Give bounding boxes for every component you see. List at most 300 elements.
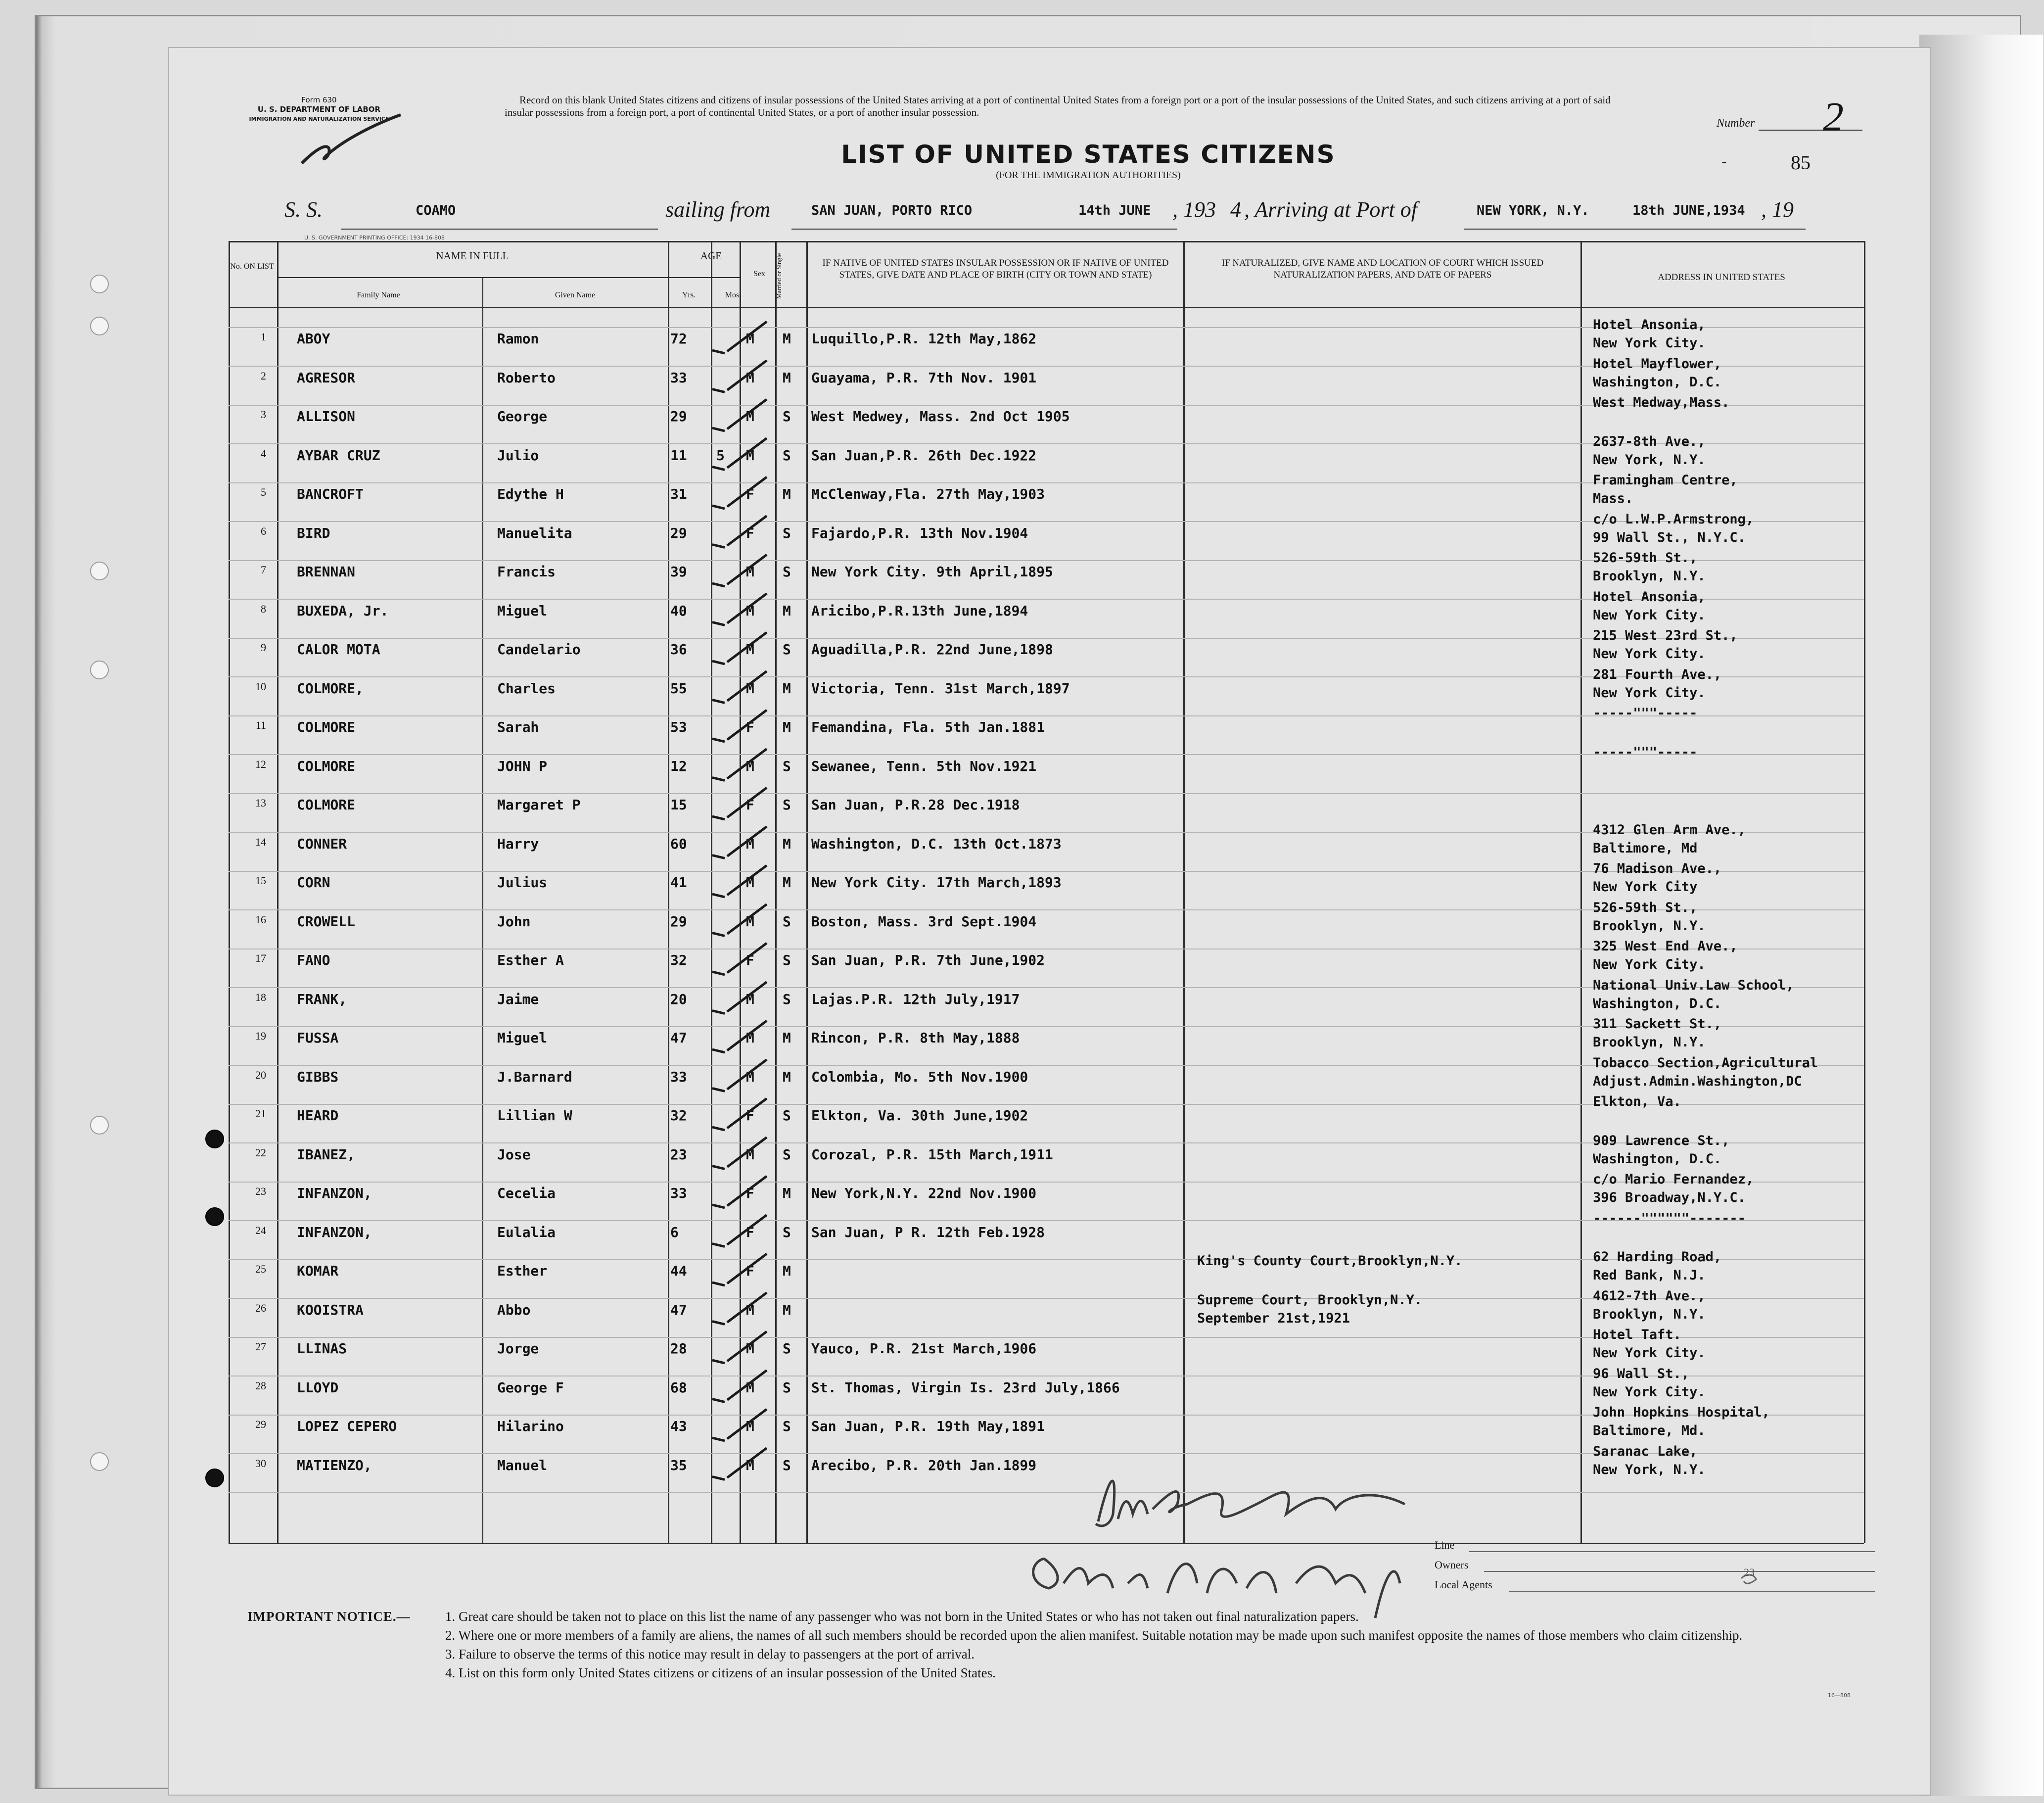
marital-status: M [783,835,791,852]
tally-checkmark [712,1060,767,1091]
us-address: 396 Broadway,N.Y.C. [1593,1190,1746,1205]
given-name: Francis [497,564,556,580]
tally-checkmark [712,361,767,392]
family-name: COLMORE [297,797,356,813]
age-years: 29 [670,524,687,541]
given-name: Julius [497,874,548,891]
family-name: ALLISON [297,408,356,425]
family-name: AYBAR CRUZ [297,447,380,464]
owners-mark: 23 [1744,1566,1755,1578]
given-name: Esther A [497,952,564,968]
us-address: New York City. [1593,335,1706,351]
us-address: -----"""----- [1593,706,1698,721]
age-years: 11 [670,447,687,464]
birth-place-date: Boston, Mass. 3rd Sept.1904 [811,913,1037,930]
marital-status: M [783,1068,791,1085]
given-name: Jaime [497,991,539,1007]
sex: F [746,1224,754,1240]
family-name: ABOY [297,331,330,347]
age-months: 5 [716,447,725,464]
header-address: ADDRESS IN UNITED STATES [1658,272,1785,283]
marital-status: S [783,1224,791,1240]
given-name: Harry [497,835,539,852]
given-name: Ramon [497,331,539,347]
family-name: KOOISTRA [297,1301,364,1318]
marital-status: S [783,1107,791,1124]
family-name: LLOYD [297,1379,339,1396]
marital-status: M [783,719,791,735]
age-years: 33 [670,1185,687,1201]
us-address: 325 West End Ave., [1593,939,1738,954]
line-label: Line [1435,1539,1455,1551]
tally-checkmark [712,788,767,819]
row-number: 1 [261,331,266,343]
row-number: 11 [255,719,266,731]
marital-status: S [783,1418,791,1434]
birth-place-date: Arecibo, P.R. 20th Jan.1899 [811,1457,1037,1473]
port-to: NEW YORK, N.Y. [1477,203,1589,218]
sex: M [746,874,754,891]
birth-place-date: Lajas.P.R. 12th July,1917 [811,991,1020,1007]
us-address: National Univ.Law School, [1593,977,1794,993]
marital-status: M [783,602,791,619]
age-years: 32 [670,952,687,968]
tally-checkmark [712,1215,767,1247]
sex: M [746,641,754,658]
sex: F [746,719,754,735]
age-years: 44 [670,1263,687,1279]
tally-checkmark [712,1371,767,1402]
birth-place-date: Guayama, P.R. 7th Nov. 1901 [811,369,1037,386]
us-address: ------""""""------- [1593,1210,1746,1226]
sex: M [746,1457,754,1473]
birth-place-date: New York City. 9th April,1895 [811,564,1053,580]
given-name: Candelario [497,641,581,658]
us-address: Washington, D.C. [1593,1151,1722,1167]
tally-checkmark [712,399,767,431]
given-name: Cecelia [497,1185,556,1201]
header-no-on-list: No. ON LIST [230,262,274,271]
birth-place-date: McClenway,Fla. 27th May,1903 [811,486,1045,502]
us-address: 526-59th St., [1593,550,1698,566]
us-address: Baltimore, Md [1593,840,1698,856]
tally-checkmark [712,1293,767,1325]
birth-place-date: San Juan,P.R. 26th Dec.1922 [811,447,1037,464]
family-name: INFANZON, [297,1185,372,1201]
given-name: Julio [497,447,539,464]
row-number: 9 [261,641,266,654]
row-number: 25 [255,1263,266,1275]
header-naturalized: IF NATURALIZED, GIVE NAME AND LOCATION OF COURT WHICH ISSUED NATURALIZATION PAPERS, AND DATE OF PAPERS [1221,258,1544,280]
birth-place-date: Corozal, P.R. 15th March,1911 [811,1146,1053,1163]
row-number: 29 [255,1418,266,1430]
birth-place-date: Yauco, P.R. 21st March,1906 [811,1340,1037,1357]
row-number: 2 [261,369,266,382]
us-address: 62 Harding Road, [1593,1249,1722,1265]
tally-checkmark [712,322,767,353]
notice-lead: IMPORTANT NOTICE.— [247,1609,411,1624]
family-name: HEARD [297,1107,339,1124]
family-name: BIRD [297,524,330,541]
us-address: Saranac Lake, [1593,1443,1698,1459]
us-address: 4312 Glen Arm Ave., [1593,822,1746,838]
us-address: c/o L.W.P.Armstrong, [1593,511,1754,527]
us-address: Hotel Ansonia, [1593,589,1706,605]
row-number: 10 [255,680,266,693]
family-name: LOPEZ CEPERO [297,1418,397,1434]
given-name: JOHN P [497,758,548,774]
birth-place-date: Colombia, Mo. 5th Nov.1900 [811,1068,1028,1085]
marital-status: M [783,369,791,386]
us-address: New York City. [1593,685,1706,701]
marital-status: S [783,991,791,1007]
row-number: 18 [255,991,266,1003]
marital-status: S [783,758,791,774]
marital-status: M [783,874,791,891]
family-name: IBANEZ, [297,1146,356,1163]
sex: M [746,1340,754,1357]
given-name: Charles [497,680,556,697]
marital-status: M [783,331,791,347]
us-address: Mass. [1593,491,1633,506]
family-name: COLMORE, [297,680,364,697]
us-address: John Hopkins Hospital, [1593,1405,1770,1420]
birth-place-date: San Juan, P.R. 7th June,1902 [811,952,1045,968]
owners-underline [1484,1571,1875,1572]
header-yrs: Yrs. [682,291,696,299]
row-number: 12 [255,758,266,770]
family-name: FRANK, [297,991,347,1007]
family-name: FUSSA [297,1030,339,1046]
tally-checkmark [712,516,767,548]
us-address: 281 Fourth Ave., [1593,666,1722,682]
family-name: GIBBS [297,1068,339,1085]
birth-place-date: Fajardo,P.R. 13th Nov.1904 [811,524,1028,541]
age-years: 28 [670,1340,687,1357]
birth-place-date: Femandina, Fla. 5th Jan.1881 [811,719,1045,735]
given-name: George [497,408,548,425]
sex: M [746,408,754,425]
service-name: IMMIGRATION AND NATURALIZATION SERVICE [249,116,389,122]
row-number: 22 [255,1146,266,1159]
row-number: 20 [255,1068,266,1081]
page-number: 85 [1791,151,1811,174]
given-name: Edythe H [497,486,564,502]
us-address: 96 Wall St., [1593,1366,1690,1381]
sex: F [746,797,754,813]
us-address: 311 Sackett St., [1593,1016,1722,1032]
us-address: Washington, D.C. [1593,374,1722,390]
row-number: 30 [255,1457,266,1470]
page-subtitle: (FOR THE IMMIGRATION AUTHORITIES) [996,170,1181,181]
age-years: 12 [670,758,687,774]
family-name: KOMAR [297,1263,339,1279]
naturalization-court: King's County Court,Brooklyn,N.Y. [1197,1253,1463,1269]
row-number: 24 [255,1224,266,1236]
row-number: 28 [255,1379,266,1392]
marital-status: M [783,680,791,697]
form-number: Form 630 [301,95,337,104]
row-number: 8 [261,602,266,615]
sex: F [746,952,754,968]
sex: F [746,486,754,502]
sex: M [746,369,754,386]
row-number: 4 [261,447,266,460]
marital-status: M [783,1263,791,1279]
marital-status: S [783,641,791,658]
row-number: 27 [255,1340,266,1353]
date-from: 14th JUNE [1078,203,1151,218]
given-name: Hilarino [497,1418,564,1434]
header-age: AGE [700,250,722,262]
tally-checkmark [712,477,767,509]
family-name: CORN [297,874,330,891]
us-address: New York, N.Y. [1593,452,1706,468]
sex: M [746,835,754,852]
given-name: Miguel [497,602,548,619]
marital-status: M [783,1185,791,1201]
us-address: Hotel Ansonia, [1593,317,1706,332]
family-name: LLINAS [297,1340,347,1357]
sex: M [746,1379,754,1396]
sex: F [746,1263,754,1279]
us-address: New York City. [1593,646,1706,662]
sex: M [746,1301,754,1318]
family-name: BRENNAN [297,564,356,580]
marital-status: S [783,1457,791,1473]
port-from: SAN JUAN, PORTO RICO [811,203,973,218]
handwritten-checkmark [302,115,401,163]
birth-place-date: San Juan, P.R.28 Dec.1918 [811,797,1020,813]
age-years: 39 [670,564,687,580]
notice-item: 1. Great care should be taken not to place on this list the name of any passenger who was not born in the United States or who has not taken out final naturalization papers. [445,1609,1359,1624]
tally-checkmark [712,943,767,975]
local-agents-label: Local Agents [1435,1578,1492,1591]
sex: M [746,1068,754,1085]
tally-checkmark [712,1448,767,1480]
sex: F [746,1185,754,1201]
birth-place-date: Rincon, P.R. 8th May,1888 [811,1030,1020,1046]
given-name: Jorge [497,1340,539,1357]
age-years: 31 [670,486,687,502]
given-name: Jose [497,1146,531,1163]
us-address: Elkton, Va. [1593,1094,1681,1109]
us-address: Tobacco Section,Agricultural [1593,1055,1818,1071]
row-number: 14 [255,835,266,848]
year-digit: 4 [1230,197,1241,222]
naturalization-court: Supreme Court, Brooklyn,N.Y. [1197,1292,1423,1308]
dash-mark: - [1721,153,1727,171]
sex: F [746,1107,754,1124]
family-name: CALOR MOTA [297,641,380,658]
age-years: 53 [670,719,687,735]
bottom-form-code: 16—808 [1828,1692,1851,1699]
header-birth: IF NATIVE OF UNITED STATES INSULAR POSSESSION OR IF NATIVE OF UNITED STATES, GIVE DATE AND PLACE OF BIRTH (CITY OR TOWN AND STATE) [822,258,1169,280]
us-address: Brooklyn, N.Y. [1593,918,1706,934]
age-years: 29 [670,408,687,425]
sex: M [746,1146,754,1163]
record-instructions: Record on this blank United States citizens and citizens of insular possessions of the United States arriving at a port of continental United States from a foreign port or a port of the insular possessions of the United States, and such citizens arriving at a port of said insular possessions from a foreign port, a port of continental United States, or a port of another insular possession. [505,94,1611,118]
tally-checkmark [712,632,767,664]
header-sex: Sex [753,270,765,278]
age-years: 6 [670,1224,679,1240]
marital-status: S [783,952,791,968]
birth-place-date: Sewanee, Tenn. 5th Nov.1921 [811,758,1037,774]
us-address: 76 Madison Ave., [1593,861,1722,876]
age-years: 35 [670,1457,687,1473]
line-underline [1469,1551,1875,1552]
us-address: Brooklyn, N.Y. [1593,1306,1706,1322]
ship-name: COAMO [416,203,456,218]
us-address: New York City [1593,879,1698,895]
marital-status: S [783,913,791,930]
age-years: 15 [670,797,687,813]
tally-checkmark [712,827,767,858]
us-address: 909 Lawrence St., [1593,1133,1730,1148]
row-number: 21 [255,1107,266,1120]
sailing-label: sailing from [665,197,771,222]
given-name: John [497,913,531,930]
birth-place-date: Victoria, Tenn. 31st March,1897 [811,680,1070,697]
marital-status: M [783,486,791,502]
header-married-single: Married or Single [775,253,783,299]
marital-status: S [783,408,791,425]
given-name: Miguel [497,1030,548,1046]
sex: M [746,758,754,774]
page-title: LIST OF UNITED STATES CITIZENS [841,140,1336,169]
age-years: 47 [670,1030,687,1046]
tally-checkmark [712,865,767,897]
family-name: INFANZON, [297,1224,372,1240]
birth-place-date: San Juan, P.R. 19th May,1891 [811,1418,1045,1434]
date-to: 18th JUNE,1934 [1632,203,1745,218]
age-years: 40 [670,602,687,619]
tally-checkmark [712,1098,767,1130]
age-years: 32 [670,1107,687,1124]
family-name: BUXEDA, Jr. [297,602,389,619]
tally-checkmark [712,1176,767,1208]
age-years: 60 [670,835,687,852]
us-address: Washington, D.C. [1593,996,1722,1011]
birth-place-date: Aguadilla,P.R. 22nd June,1898 [811,641,1053,658]
tally-checkmark [712,1138,767,1169]
notice-item: 2. Where one or more members of a family are aliens, the names of all such members should be recorded upon the alien manifest. Suitable notation may be made upon such manifest opposite the names of those members who claim citizenship. [445,1628,1743,1643]
family-name: FANO [297,952,330,968]
header-mos: Mos. [725,291,742,299]
us-address: 526-59th St., [1593,900,1698,915]
sex: F [746,524,754,541]
marital-status: S [783,1146,791,1163]
sex: M [746,602,754,619]
marital-status: M [783,1030,791,1046]
family-name: COLMORE [297,719,356,735]
given-name: Eulalia [497,1224,556,1240]
sex: M [746,680,754,697]
us-address: New York City. [1593,957,1706,972]
given-name: Manuelita [497,524,572,541]
naturalization-court: September 21st,1921 [1197,1310,1350,1326]
sex: M [746,564,754,580]
birth-place-date: Luquillo,P.R. 12th May,1862 [811,331,1037,347]
us-address: 215 West 23rd St., [1593,628,1738,643]
header-name-in-full: NAME IN FULL [436,250,509,262]
row-number: 17 [255,952,266,964]
tally-checkmark [712,594,767,625]
tally-checkmark [712,1254,767,1285]
us-address: New York City. [1593,1345,1706,1361]
given-name: Roberto [497,369,556,386]
us-address: -----"""----- [1593,744,1698,760]
marital-status: S [783,524,791,541]
owners-label: Owners [1435,1559,1469,1571]
sex: M [746,447,754,464]
family-name: MATIENZO, [297,1457,372,1473]
us-address: New York City. [1593,1384,1706,1400]
age-years: 23 [670,1146,687,1163]
age-years: 33 [670,369,687,386]
age-years: 20 [670,991,687,1007]
row-number: 23 [255,1185,266,1197]
row-number: 7 [261,564,266,576]
agents-underline [1509,1591,1875,1592]
list-number: 2 [1823,94,1844,140]
us-address: New York, N.Y. [1593,1462,1706,1477]
sex: M [746,1418,754,1434]
given-name: George F [497,1379,564,1396]
row-number: 16 [255,913,266,926]
us-address: 99 Wall St., N.Y.C. [1593,529,1746,545]
sex: M [746,1030,754,1046]
notice-item: 4. List on this form only United States citizens or citizens of an insular possession of the United States. [445,1665,996,1680]
marital-status: S [783,447,791,464]
us-address: 2637-8th Ave., [1593,433,1706,449]
birth-place-date: Washington, D.C. 13th Oct.1873 [811,835,1062,852]
sex: M [746,991,754,1007]
sex: M [746,331,754,347]
tally-checkmark [712,749,767,781]
birth-place-date: West Medwey, Mass. 2nd Oct 1905 [811,408,1070,425]
row-number: 19 [255,1030,266,1042]
us-address: Hotel Taft. [1593,1327,1681,1342]
us-address: Hotel Mayflower, [1593,356,1722,372]
inspector-signature [1096,1481,1405,1526]
tally-checkmark [712,1021,767,1052]
birth-place-date: New York City. 17th March,1893 [811,874,1062,891]
header-family-name: Family Name [357,291,400,299]
age-years: 55 [670,680,687,697]
ss-label: S. S. [284,197,323,222]
tally-checkmark [712,1409,767,1441]
age-years: 47 [670,1301,687,1318]
row-number: 3 [261,408,266,421]
age-years: 36 [670,641,687,658]
family-name: CROWELL [297,913,356,930]
us-address: West Medway,Mass. [1593,395,1730,410]
printer-note: U. S. GOVERNMENT PRINTING OFFICE: 1934 16-808 [304,235,445,241]
birth-place-date: Elkton, Va. 30th June,1902 [811,1107,1028,1124]
tally-checkmark [712,438,767,470]
row-number: 6 [261,524,266,537]
marital-status: S [783,564,791,580]
us-address: Red Bank, N.J. [1593,1268,1706,1283]
us-address: Baltimore, Md. [1593,1423,1706,1438]
us-address: Framingham Centre, [1593,473,1738,488]
marital-status: M [783,1301,791,1318]
age-years: 41 [670,874,687,891]
department-name: U. S. DEPARTMENT OF LABOR [257,105,381,114]
footer-labels [1435,1539,1492,1598]
tally-checkmark [712,904,767,936]
